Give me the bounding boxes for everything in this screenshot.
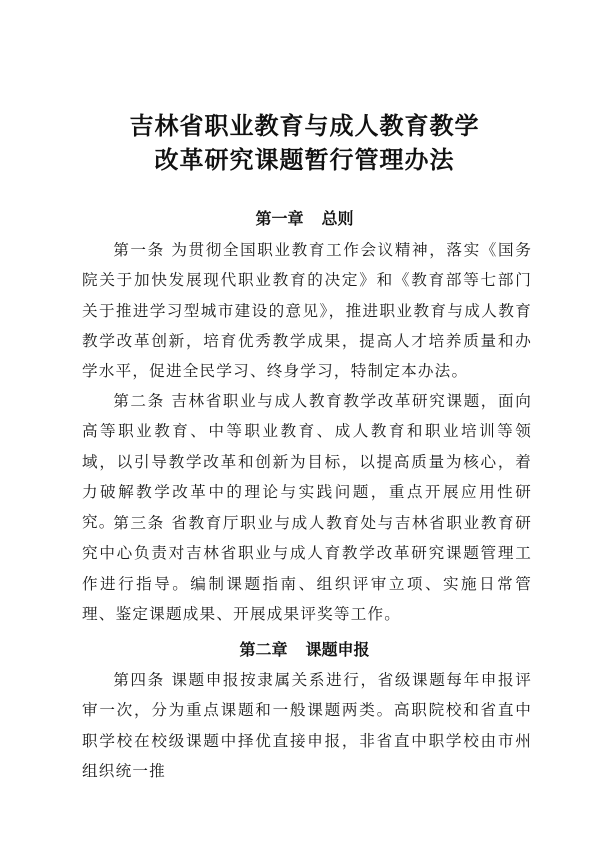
- chapter-2-heading: [0, 640, 609, 660]
- document-title-line-1: 吉林省职业教育与成人教育教学: [129, 112, 480, 140]
- chapter-1-number: 第一章: [255, 209, 304, 228]
- article-1: 第一条 为贯彻全国职业教育工作会议精神，落实《国务院关于加快发展现代职业教育的决定》和《教育部等七部门关于推进学习型城市建设的意见》，推进职业教育与成人教育教学改革创新，培育优秀教学成果，提高人才培养质量和办学水平，促进全民学习、终身学习，特制定本办法。: [82, 241, 532, 381]
- document-title-line-2: 改革研究课题暂行管理办法: [154, 146, 455, 174]
- article-3: 第三条 省教育厅职业与成人教育处与吉林省职业教育研究中心负责对吉林省职业与成人育教学改革研究课题管理工作进行指导。编制课题指南、组织评审立项、实施日常管理、鉴定课题成果、开展成果评奖等工作。: [82, 514, 532, 623]
- chapter-2-name: 课题申报: [305, 640, 370, 659]
- article-2: 第二条 吉林省职业与成人教育教学改革研究课题，面向高等职业教育、中等职业教育、成人教育和职业培训等领域，以引导教学改革和创新为目标，以提高质量为核心，着力破解教学改革中的理论与实践问题，重点开展应用性研究。: [82, 392, 532, 532]
- chapter-1-name: 总则: [321, 209, 354, 228]
- chapter-1-heading: [0, 209, 609, 229]
- chapter-2-number: 第二章: [239, 640, 288, 659]
- article-4: 第四条 课题申报按隶属关系进行，省级课题每年申报评审一次，分为重点课题和一般课题两类。高职院校和省直中职学校在校级课题中择优直接申报，非省直中职学校由市州组织统一推: [82, 671, 532, 780]
